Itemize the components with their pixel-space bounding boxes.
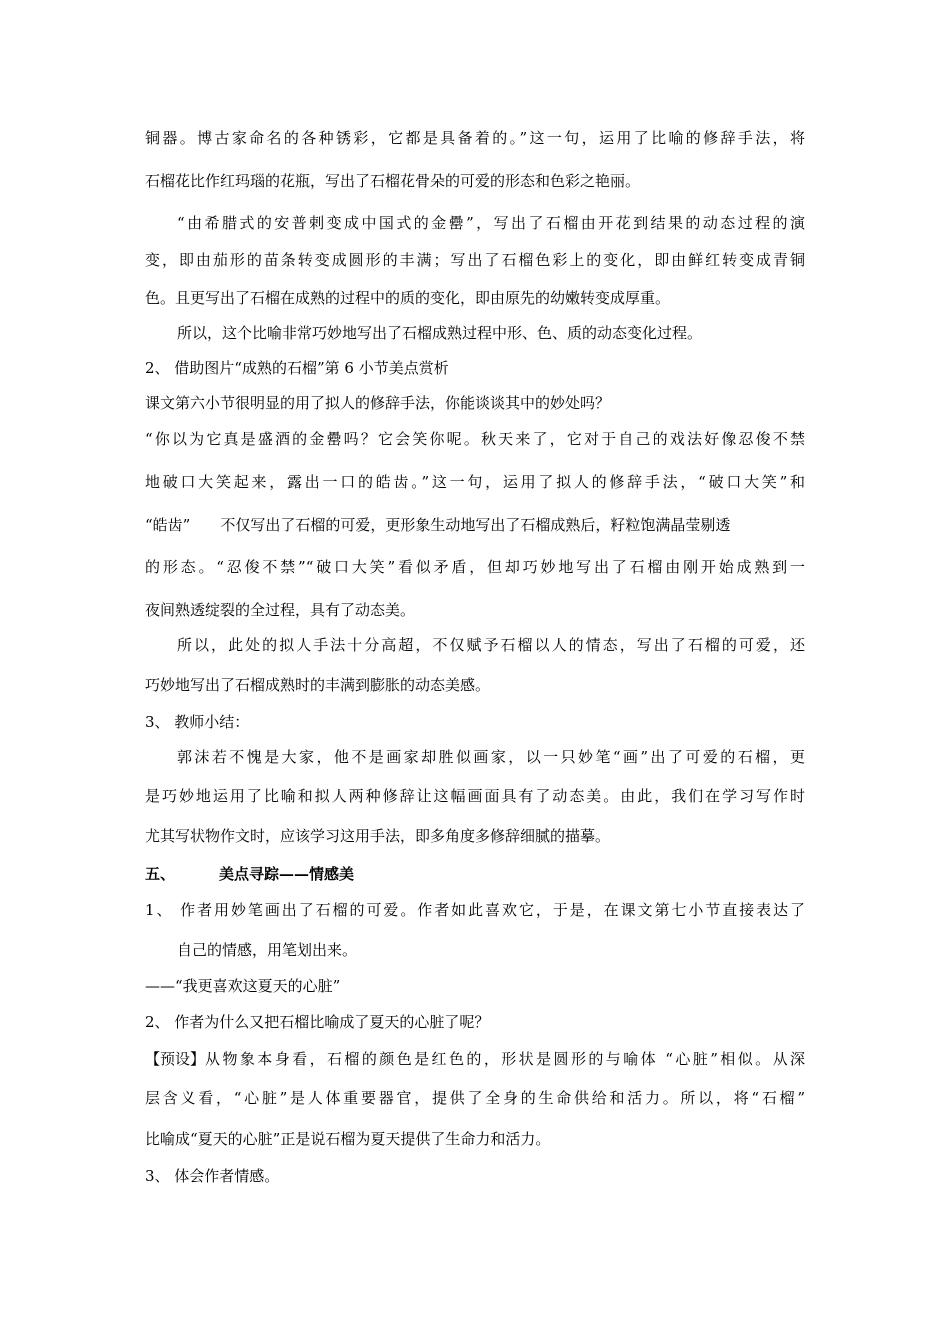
paragraph-line: 变，即由茄形的苗条转变成圆形的丰满；写出了石榴色彩上的变化，即由鲜红转变成青铜	[145, 251, 805, 269]
section-title: 美点寻踪——情感美	[219, 865, 355, 883]
paragraph-text: 不仅写出了石榴的可爱，更形象生动地写出了石榴成熟后，籽粒饱满晶莹剔透	[220, 516, 731, 534]
paragraph-line: 所以，此处的拟人手法十分高超，不仅赋予石榴以人的情态，写出了石榴的可爱，还	[177, 636, 805, 654]
paragraph-line: 石榴花比作红玛瑙的花瓶，写出了石榴花骨朵的可爱的形态和色彩之艳丽。	[145, 172, 641, 190]
paragraph-line: 铜器。博古家命名的各种锈彩，它都是具备着的。”这一句，运用了比喻的修辞手法，将	[145, 129, 805, 147]
numbered-item: 2、 借助图片“成熟的石榴”第 6 小节美点赏析	[145, 359, 449, 377]
paragraph-line	[145, 1049, 805, 1069]
numbered-item: 2、 作者为什么又把石榴比喻成了夏天的心脏了呢？	[145, 1013, 490, 1031]
paragraph-line: 地破口大笑起来，露出一口的皓齿。”这一句，运用了拟人的修辞手法，“破口大笑”和	[145, 473, 805, 491]
paragraph-line: 课文第六小节很明显的用了拟人的修辞手法，你能谈谈其中的妙处吗？	[145, 394, 611, 412]
paragraph-line: 的形态。“忍俊不禁”“破口大笑”看似矛盾，但却巧妙地写出了石榴由刚开始成熟到一	[145, 558, 805, 576]
paragraph-line: 是巧妙地运用了比喻和拟人两种修辞让这幅画面具有了动态美。由此，我们在学习写作时	[145, 787, 805, 805]
paragraph-line	[145, 515, 730, 535]
paragraph-line: 自己的情感，用笔划出来。	[177, 941, 358, 959]
paragraph-line: “由希腊式的安普剌变成中国式的金罍”，写出了石榴由开花到结果的动态过程的演	[177, 214, 805, 232]
section-number: 五、	[145, 865, 176, 883]
paragraph-line: 比喻成“夏天的心脏”正是说石榴为夏天提供了生命力和活力。	[145, 1130, 551, 1148]
quote-line: “你以为它真是盛酒的金罍吗？它会笑你呢。秋天来了，它对于自己的戏法好像忍俊不禁	[145, 430, 805, 448]
preset-label: 【预设】	[145, 1050, 206, 1068]
numbered-item: 3、 体会作者情感。	[145, 1167, 280, 1185]
quoted-term: “皓齿”	[145, 516, 191, 534]
quote-line: ——“我更喜欢这夏天的心脏”	[145, 977, 341, 995]
paragraph-line: 所以，这个比喻非常巧妙地写出了石榴成熟过程中形、色、质的动态变化过程。	[177, 324, 703, 342]
numbered-item: 1、 作者用妙笔画出了石榴的可爱。作者如此喜欢它，于是，在课文第七小节直接表达了	[145, 901, 805, 919]
numbered-item: 3、 教师小结：	[145, 713, 250, 731]
section-heading	[145, 864, 354, 884]
paragraph-line: 巧妙地写出了石榴成熟时的丰满到膨胀的动态美感。	[145, 676, 491, 694]
paragraph-line: 郭沫若不愧是大家，他不是画家却胜似画家，以一只妙笔“画”出了可爱的石榴，更	[177, 748, 805, 766]
paragraph-line: 尤其写状物作文时，应该学习这用手法，即多角度多修辞细腻的描摹。	[145, 827, 611, 845]
paragraph-line: 色。且更写出了石榴在成熟的过程中的质的变化，即由原先的幼嫩转变成厚重。	[145, 289, 671, 307]
paragraph-text: 从物象本身看，石榴的颜色是红色的，形状是圆形的与喻体 “心脏”相似。从深	[205, 1050, 805, 1068]
paragraph-line: 夜间熟透绽裂的全过程，具有了动态美。	[145, 601, 416, 619]
paragraph-line: 层含义看，“心脏”是人体重要器官，提供了全身的生命供给和活力。所以，将“石榴”	[145, 1089, 805, 1107]
